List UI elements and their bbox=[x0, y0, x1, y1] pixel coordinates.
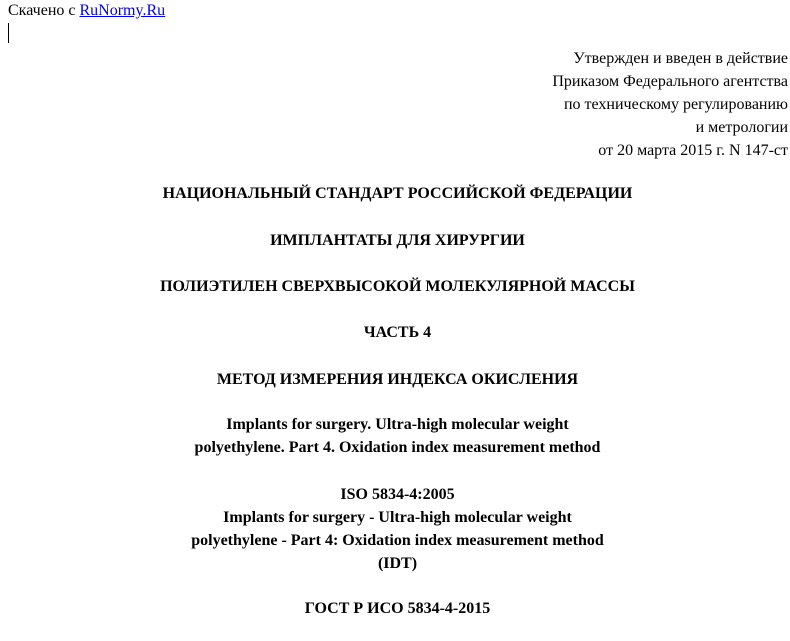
english-title bbox=[0, 413, 790, 459]
iso-reference bbox=[0, 483, 790, 575]
approval-line: Приказом Федерального агентства bbox=[552, 73, 788, 90]
part-heading: ЧАСТЬ 4 bbox=[363, 324, 432, 341]
approval-block bbox=[552, 47, 788, 162]
iso-title-line: Implants for surgery - Ultra-high molecular weight bbox=[223, 509, 572, 526]
runormy-link[interactable]: RuNormy.Ru bbox=[79, 2, 166, 19]
approval-line: по техническому регулированию bbox=[563, 96, 788, 113]
source-prefix: Скачено с bbox=[8, 2, 80, 19]
iso-equivalence: (IDT) bbox=[377, 555, 418, 572]
method-heading: МЕТОД ИЗМЕРЕНИЯ ИНДЕКСА ОКИСЛЕНИЯ bbox=[216, 371, 579, 388]
approval-line: Утвержден и введен в действие bbox=[573, 50, 788, 67]
national-standard-heading: НАЦИОНАЛЬНЫЙ СТАНДАРТ РОССИЙСКОЙ ФЕДЕРАЦИИ bbox=[162, 185, 633, 202]
english-title-line: polyethylene. Part 4. Oxidation index measurement method bbox=[194, 439, 601, 456]
approval-line: от 20 марта 2015 г. N 147-ст bbox=[598, 142, 788, 159]
iso-number: ISO 5834-4:2005 bbox=[340, 486, 455, 503]
approval-line: и метрологии bbox=[695, 119, 788, 136]
source-line bbox=[8, 2, 165, 20]
english-title-line: Implants for surgery. Ultra-high molecular weight bbox=[226, 416, 569, 433]
iso-title-line: polyethylene - Part 4: Oxidation index measurement method bbox=[191, 532, 604, 549]
implants-heading: ИМПЛАНТАТЫ ДЛЯ ХИРУРГИИ bbox=[270, 232, 525, 249]
gost-designation: ГОСТ Р ИСО 5834-4-2015 bbox=[304, 600, 491, 617]
material-heading: ПОЛИЭТИЛЕН СВЕРХВЫСОКОЙ МОЛЕКУЛЯРНОЙ МАССЫ bbox=[160, 278, 635, 295]
text-cursor bbox=[8, 23, 9, 43]
